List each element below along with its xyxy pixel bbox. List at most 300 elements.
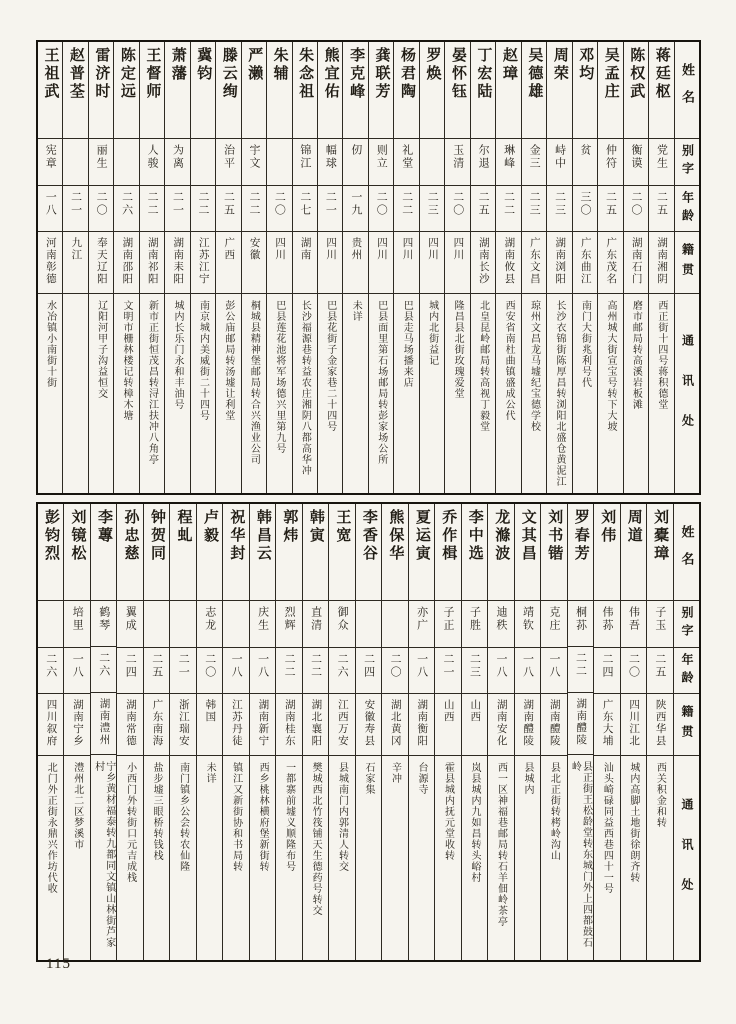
entry-address xyxy=(369,293,393,493)
entry-native-place xyxy=(598,231,622,293)
entry-age-text: 二五 xyxy=(477,191,490,217)
entry-name-text: 刘书锴 xyxy=(546,509,563,563)
entry-age-text: 二三 xyxy=(468,653,481,679)
entry-address-text: 辽阳河甲子沟益恒交 xyxy=(95,300,107,399)
entry-address xyxy=(573,293,597,493)
entry-address-text: 北皇昆岭邮局转高视丁毅堂 xyxy=(477,300,489,432)
entry-name xyxy=(250,504,275,600)
entry-native-place-text: 湖南 xyxy=(299,237,311,261)
entry-name-text: 赵璋 xyxy=(500,47,517,83)
entry-courtesy-name-text: 衡谟 xyxy=(629,144,642,170)
entry-address xyxy=(242,293,266,493)
entry-courtesy-name xyxy=(170,600,195,647)
entry-address-text: 高州城大街宣宝号转下大坡 xyxy=(604,300,616,432)
entry-name xyxy=(462,504,487,600)
entry-age-text: 二一 xyxy=(442,653,455,679)
entry-native-place xyxy=(435,693,460,755)
entry-column xyxy=(88,42,113,493)
entry-age xyxy=(496,185,520,231)
entry-address-text: 未详 xyxy=(204,762,216,784)
entry-address xyxy=(621,755,646,960)
entry-name-text: 李香谷 xyxy=(360,509,377,563)
entry-address xyxy=(624,293,648,493)
entry-native-place xyxy=(318,231,342,293)
header-zi-label xyxy=(675,138,699,185)
entry-name xyxy=(573,42,597,138)
entry-address-text: 南门镇乡公会转农仙隆 xyxy=(177,762,189,872)
entry-courtesy-name-text: 御众 xyxy=(336,606,349,632)
entry-age xyxy=(471,185,495,231)
entry-native-place xyxy=(91,692,116,754)
entry-native-place xyxy=(462,693,487,755)
entry-age xyxy=(242,185,266,231)
entry-native-place xyxy=(144,693,169,755)
entry-native-place xyxy=(573,231,597,293)
entry-native-place-text: 湖南长沙 xyxy=(477,237,489,285)
entry-name xyxy=(303,504,328,600)
entry-name xyxy=(515,504,540,600)
entry-courtesy-name xyxy=(435,600,460,647)
entry-address xyxy=(64,755,89,960)
entry-address-text: 汕头崎碌同益西巷四十一号 xyxy=(601,762,613,894)
entry-age xyxy=(445,185,469,231)
entry-address-text: 长沙衣锦街陈厚昌转浏阳北盛仓黄泥江 xyxy=(554,300,566,487)
entry-name-text: 陈权武 xyxy=(628,47,645,101)
entry-age-text: 二五 xyxy=(150,653,163,679)
entry-courtesy-name xyxy=(522,138,546,185)
entry-name-text: 龚联芳 xyxy=(373,47,390,101)
entry-address-text: 隆昌县北街玫瑰爱堂 xyxy=(452,300,464,399)
entry-name xyxy=(420,42,444,138)
header-name-label-text: 姓名 xyxy=(680,63,696,117)
entry-courtesy-name xyxy=(64,600,89,647)
entry-courtesy-name xyxy=(242,138,266,185)
entry-courtesy-name xyxy=(573,138,597,185)
entry-address-text: 霍县城内抚元堂收转 xyxy=(442,762,454,861)
entry-age xyxy=(369,185,393,231)
entry-courtesy-name-text: 金三 xyxy=(528,144,541,170)
entry-address-text: 未详 xyxy=(350,300,362,322)
entry-address xyxy=(598,293,622,493)
entry-age xyxy=(197,647,222,693)
entry-courtesy-name-text: 丽生 xyxy=(95,144,108,170)
entry-age-text: 二二 xyxy=(309,653,322,679)
entry-address-text: 西乡桃林横府堡新街转 xyxy=(257,762,269,872)
entry-name-text: 熊宜佑 xyxy=(322,47,339,101)
entry-age-text: 二二 xyxy=(283,653,296,679)
entry-courtesy-name xyxy=(462,600,487,647)
entry-age xyxy=(250,647,275,693)
entry-address-text: 西关积金和转 xyxy=(654,762,666,828)
entry-native-place xyxy=(165,231,189,293)
entry-age xyxy=(276,647,301,693)
entry-name-text: 蒋廷枢 xyxy=(653,47,670,101)
entry-courtesy-name xyxy=(541,600,566,647)
entry-native-place-text: 四川叙府 xyxy=(45,699,57,747)
entry-name xyxy=(647,504,672,600)
entry-address-text: 巴县走马场播来店 xyxy=(401,300,413,388)
entry-name-text: 李蓴 xyxy=(96,509,112,545)
entry-column xyxy=(419,42,444,493)
entry-native-place xyxy=(140,231,164,293)
entry-name xyxy=(38,504,63,600)
entry-age xyxy=(435,647,460,693)
entry-native-place-text: 湖南祁阳 xyxy=(146,237,158,285)
entry-column xyxy=(620,504,646,960)
entry-name-text: 李中选 xyxy=(466,509,483,563)
entry-courtesy-name xyxy=(191,138,215,185)
entry-age xyxy=(647,647,672,693)
entry-courtesy-name xyxy=(223,600,248,647)
entry-courtesy-name xyxy=(140,138,164,185)
entry-name xyxy=(223,504,248,600)
entry-address-text: 南门大街兆利号代 xyxy=(579,300,591,388)
entry-native-place xyxy=(293,231,317,293)
entry-address xyxy=(462,755,487,960)
entry-column xyxy=(646,504,672,960)
entry-name-text: 赵普荃 xyxy=(67,47,84,101)
header-age-label xyxy=(675,185,699,231)
entry-courtesy-name xyxy=(38,138,62,185)
entry-age-text: 二六 xyxy=(44,653,57,679)
entry-age xyxy=(170,647,195,693)
entry-name-text: 卢毅 xyxy=(201,509,218,545)
entry-native-place-text: 韩国 xyxy=(204,699,216,723)
entry-native-place-text: 湖北黄冈 xyxy=(389,699,401,747)
entry-name-text: 孙忠慈 xyxy=(122,509,139,563)
entry-age xyxy=(594,647,619,693)
entry-age xyxy=(38,185,62,231)
entry-address xyxy=(647,755,672,960)
entry-courtesy-name-text: 礼堂 xyxy=(400,144,413,170)
entry-courtesy-name-text: 治平 xyxy=(222,144,235,170)
entry-native-place-text: 江苏丹徒 xyxy=(230,699,242,747)
entry-age xyxy=(488,647,513,693)
entry-age-text: 二〇 xyxy=(375,191,388,217)
entry-native-place-text: 安徽 xyxy=(248,237,260,261)
entry-courtesy-name-text: 志龙 xyxy=(203,606,216,632)
header-zi-label xyxy=(674,600,699,647)
entry-courtesy-name xyxy=(343,138,367,185)
entry-native-place-text: 湖南衡阳 xyxy=(416,699,428,747)
entry-age xyxy=(547,185,571,231)
entry-age xyxy=(573,185,597,231)
entry-courtesy-name xyxy=(293,138,317,185)
entry-column xyxy=(38,42,62,493)
entry-age xyxy=(522,185,546,231)
entry-column xyxy=(393,42,418,493)
entry-courtesy-name xyxy=(621,600,646,647)
entry-courtesy-name xyxy=(488,600,513,647)
entry-courtesy-name-text: 伟荪 xyxy=(600,606,613,632)
entry-courtesy-name-text: 峙中 xyxy=(553,144,566,170)
entry-age-text: 一八 xyxy=(71,653,84,679)
entry-age xyxy=(267,185,291,231)
entry-address xyxy=(382,755,407,960)
entry-courtesy-name-text: 翼成 xyxy=(124,606,137,632)
entry-column xyxy=(249,504,275,960)
entry-address-text: 石家集 xyxy=(363,762,375,795)
entry-courtesy-name xyxy=(63,138,87,185)
entry-name-text: 丁宏陆 xyxy=(475,47,492,101)
entry-address-text: 水冶镇小南街十街 xyxy=(44,300,56,388)
entry-courtesy-name-text: 培里 xyxy=(71,606,84,632)
entry-name xyxy=(435,504,460,600)
entry-native-place-text: 广东曲江 xyxy=(579,237,591,285)
entry-column xyxy=(190,42,215,493)
entry-address-text: 宁乡黄材福泰转九都同文镇山林街芦家村 xyxy=(92,760,115,948)
entry-courtesy-name xyxy=(624,138,648,185)
entry-age xyxy=(117,647,142,693)
entry-native-place xyxy=(541,693,566,755)
entry-age-text: 二七 xyxy=(298,191,311,217)
entry-column xyxy=(196,504,222,960)
entry-name xyxy=(649,42,673,138)
entry-courtesy-name-text: 人骏 xyxy=(146,144,159,170)
header-place-label-text: 籍贯 xyxy=(680,242,695,283)
entry-native-place xyxy=(170,693,195,755)
entry-column xyxy=(487,504,513,960)
entry-address-text: 彭公庙邮局转汤墟让利堂 xyxy=(222,300,234,421)
entry-age-text: 二二 xyxy=(574,652,587,679)
entry-age xyxy=(394,185,418,231)
entry-age xyxy=(303,647,328,693)
entry-age xyxy=(63,185,87,231)
entry-age-text: 一八 xyxy=(230,653,243,679)
entry-age-text: 二〇 xyxy=(389,653,402,679)
header-address-label-text: 通讯处 xyxy=(680,333,695,454)
entry-name xyxy=(445,42,469,138)
entry-name-text: 朱念祖 xyxy=(297,47,314,101)
entry-courtesy-name-text: 子玉 xyxy=(653,606,666,632)
entry-column xyxy=(275,504,301,960)
entry-age-text: 一八 xyxy=(495,653,508,679)
entry-name xyxy=(598,42,622,138)
entry-address xyxy=(276,755,301,960)
entry-courtesy-name xyxy=(547,138,571,185)
entry-column xyxy=(461,504,487,960)
entry-age-text: 二〇 xyxy=(629,191,642,217)
entry-name-text: 罗焕 xyxy=(424,47,441,83)
entry-native-place xyxy=(267,231,291,293)
entry-name xyxy=(197,504,222,600)
entry-name-text: 乔作楫 xyxy=(440,509,457,563)
entry-address xyxy=(318,293,342,493)
entry-native-place-text: 河南彰德 xyxy=(44,237,56,285)
entry-age xyxy=(420,185,444,231)
entry-native-place xyxy=(64,693,89,755)
entry-address xyxy=(515,755,540,960)
entry-native-place-text: 奉天辽阳 xyxy=(95,237,107,285)
entry-age-text: 一八 xyxy=(415,653,428,679)
entry-column xyxy=(572,42,597,493)
entry-age-text: 二一 xyxy=(324,191,337,217)
entry-native-place-text: 湖南醴陵 xyxy=(575,698,587,747)
entry-age xyxy=(191,185,215,231)
entry-native-place-text: 湖南醴陵 xyxy=(548,699,560,747)
header-name-label xyxy=(674,504,699,600)
entry-age-text: 二〇 xyxy=(95,191,108,217)
entry-address-text: 城内北街益记 xyxy=(426,300,438,366)
entry-name-text: 冀钧 xyxy=(195,47,212,83)
entry-address-text: 澧州北二区梦溪市 xyxy=(71,762,83,850)
entry-age-text: 二一 xyxy=(171,191,184,217)
entry-name xyxy=(91,504,116,600)
entry-native-place-text: 四川 xyxy=(426,237,438,261)
entry-name-text: 萧藩 xyxy=(169,47,186,83)
entry-column xyxy=(355,504,381,960)
entry-column xyxy=(63,504,89,960)
entry-name xyxy=(144,504,169,600)
header-place-label-text: 籍贯 xyxy=(679,704,694,745)
entry-native-place xyxy=(343,231,367,293)
entry-native-place-text: 山西 xyxy=(442,699,454,723)
entry-name xyxy=(409,504,434,600)
entry-native-place-text: 四川 xyxy=(401,237,413,261)
entry-courtesy-name xyxy=(267,138,291,185)
entry-age xyxy=(568,646,593,692)
entry-native-place-text: 四川 xyxy=(274,237,286,261)
header-age-label xyxy=(674,647,699,693)
entry-native-place xyxy=(329,693,354,755)
entry-name-text: 罗春芳 xyxy=(572,509,589,563)
entry-address xyxy=(394,293,418,493)
entry-name-text: 滕云绚 xyxy=(220,47,237,101)
entry-courtesy-name-text: 烈辉 xyxy=(283,606,296,632)
entry-address-text: 北门外正街永鼎兴作坊代收 xyxy=(45,762,57,894)
entry-address xyxy=(191,293,215,493)
entry-address-text: 城内长乐门永和丰油号 xyxy=(171,300,183,410)
entry-courtesy-name xyxy=(496,138,520,185)
entry-age-text: 二二 xyxy=(146,191,159,217)
entry-age-text: 三〇 xyxy=(579,191,592,217)
entry-address-text: 县北正街转栲岭沟山 xyxy=(548,762,560,861)
entry-age xyxy=(356,647,381,693)
entry-address xyxy=(568,754,593,960)
entry-address xyxy=(144,755,169,960)
entry-age xyxy=(409,647,434,693)
entry-courtesy-name-text: 仲符 xyxy=(604,144,617,170)
entry-native-place xyxy=(356,693,381,755)
entry-courtesy-name xyxy=(303,600,328,647)
entry-age-text: 二五 xyxy=(653,653,666,679)
entry-address xyxy=(197,755,222,960)
entry-address xyxy=(38,293,62,493)
entry-native-place-text: 广东大埔 xyxy=(601,699,613,747)
entry-courtesy-name-text: 琳峰 xyxy=(502,144,515,170)
register-table-top xyxy=(36,40,701,495)
entry-name xyxy=(318,42,342,138)
entry-courtesy-name xyxy=(117,600,142,647)
entry-native-place xyxy=(117,693,142,755)
entry-name xyxy=(541,504,566,600)
entry-name-text: 夏运寅 xyxy=(413,509,430,563)
entry-name xyxy=(170,504,195,600)
entry-name xyxy=(114,42,138,138)
entry-native-place-text: 湖南宁乡 xyxy=(71,699,83,747)
entry-native-place xyxy=(382,693,407,755)
entry-address-text: 磨市邮局转高溪岩板滩 xyxy=(630,300,642,410)
entry-address-text: 西正街十四号蒋积德堂 xyxy=(655,300,667,410)
entry-courtesy-name xyxy=(369,138,393,185)
header-zi-label-text: 别字 xyxy=(679,606,694,642)
entry-name xyxy=(394,42,418,138)
entry-name-text: 王督师 xyxy=(144,47,161,101)
entry-native-place xyxy=(624,231,648,293)
entry-address xyxy=(303,755,328,960)
entry-native-place xyxy=(38,231,62,293)
entry-courtesy-name-text: 直清 xyxy=(309,606,322,632)
entry-address xyxy=(343,293,367,493)
entry-age xyxy=(165,185,189,231)
header-zi-label-text: 别字 xyxy=(680,144,695,180)
entry-age xyxy=(91,646,116,692)
entry-courtesy-name-text: 则立 xyxy=(375,144,388,170)
entry-native-place xyxy=(515,693,540,755)
entry-name-text: 刘镜松 xyxy=(69,509,86,563)
entry-column xyxy=(302,504,328,960)
entry-native-place xyxy=(496,231,520,293)
entry-courtesy-name-text: 子正 xyxy=(442,606,455,632)
header-name-label xyxy=(675,42,699,138)
entry-native-place xyxy=(445,231,469,293)
entry-address-text: 县城内 xyxy=(521,762,533,795)
entry-native-place-text: 江苏江宁 xyxy=(197,237,209,285)
entry-courtesy-name-text: 宪章 xyxy=(44,144,57,170)
entry-native-place-text: 广西 xyxy=(223,237,235,261)
entry-courtesy-name xyxy=(329,600,354,647)
entry-native-place-text: 九江 xyxy=(70,237,82,261)
entry-column xyxy=(546,42,571,493)
entry-address-text: 镇江又新街协和书局转 xyxy=(230,762,242,872)
entry-native-place-text: 湖南邵阳 xyxy=(121,237,133,285)
entry-column xyxy=(90,504,116,960)
entry-address xyxy=(216,293,240,493)
entry-column xyxy=(222,504,248,960)
entry-native-place-text: 湖南常德 xyxy=(124,699,136,747)
entry-name xyxy=(276,504,301,600)
entry-native-place xyxy=(647,693,672,755)
entry-address-text: 小西门外转街口元吉成栈 xyxy=(124,762,136,883)
entry-native-place xyxy=(303,693,328,755)
entry-name-text: 祝华封 xyxy=(228,509,245,563)
entry-age-text: 二〇 xyxy=(627,653,640,679)
entry-address-text: 西安省南杜曲镇盛成公代 xyxy=(503,300,515,421)
entry-age-text: 一八 xyxy=(547,653,560,679)
entry-native-place-text: 湖南新宁 xyxy=(257,699,269,747)
entry-name xyxy=(568,504,593,600)
entry-name-text: 韩昌云 xyxy=(254,509,271,563)
entry-native-place-text: 湖南湘阴 xyxy=(656,237,668,285)
entry-address xyxy=(38,755,63,960)
entry-native-place xyxy=(89,231,113,293)
entry-age xyxy=(318,185,342,231)
entry-age-text: 二二 xyxy=(247,191,260,217)
entry-courtesy-name xyxy=(165,138,189,185)
entry-address-text: 辛冲 xyxy=(389,762,401,784)
entry-age xyxy=(89,185,113,231)
entry-address xyxy=(91,754,116,960)
entry-name-text: 王祖武 xyxy=(42,47,59,101)
entry-column xyxy=(139,42,164,493)
entry-courtesy-name xyxy=(89,138,113,185)
entry-age xyxy=(223,647,248,693)
entry-native-place-text: 陕西华县 xyxy=(654,699,666,747)
entry-name xyxy=(624,42,648,138)
entry-native-place xyxy=(223,693,248,755)
entry-name-text: 雷济时 xyxy=(93,47,110,101)
entry-courtesy-name-text: 玉清 xyxy=(451,144,464,170)
